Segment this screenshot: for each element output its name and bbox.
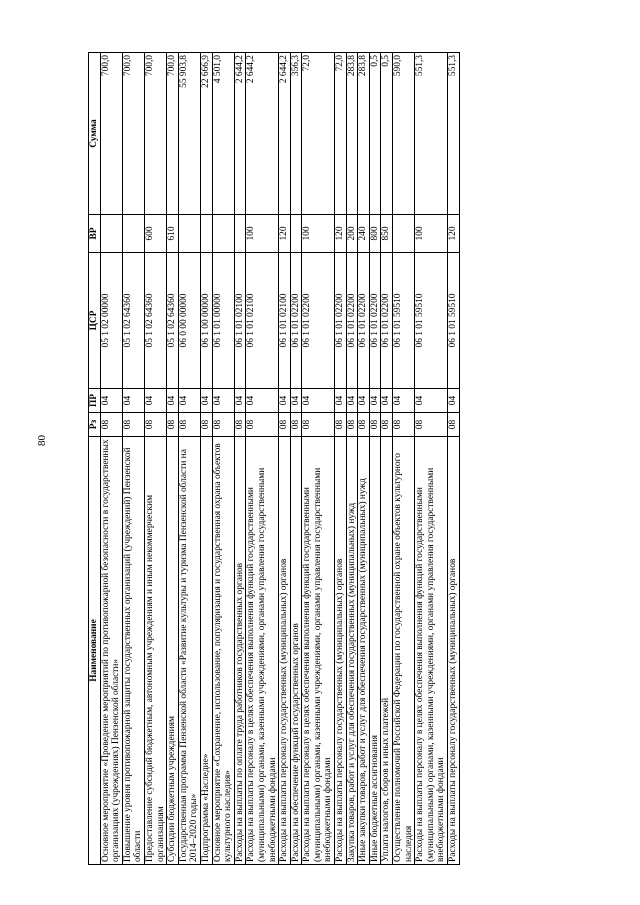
row-rz: 08 bbox=[279, 413, 291, 437]
row-vr bbox=[234, 215, 246, 253]
row-rz: 08 bbox=[178, 413, 200, 437]
row-sum: 283,8 bbox=[358, 53, 370, 215]
row-vr: 120 bbox=[279, 215, 291, 253]
row-pr: 04 bbox=[246, 389, 279, 413]
row-sum: 700,0 bbox=[100, 53, 122, 215]
row-pr: 04 bbox=[358, 389, 370, 413]
row-sum: 700,0 bbox=[167, 53, 179, 215]
row-pr: 04 bbox=[393, 389, 415, 413]
row-name: Государственная программа Пензенской области «Развитие культуры и туризма Пензенской области на 2014–2020 годы» bbox=[178, 437, 200, 865]
row-csr: 06 1 01 00000 bbox=[212, 253, 234, 389]
header-vr: ВР bbox=[89, 215, 101, 253]
row-rz: 08 bbox=[302, 413, 335, 437]
table-row bbox=[167, 53, 179, 865]
row-csr: 06 1 01 59510 bbox=[393, 253, 415, 389]
row-rz: 08 bbox=[358, 413, 370, 437]
budget-table bbox=[88, 52, 460, 865]
row-vr bbox=[212, 215, 234, 253]
row-pr: 04 bbox=[415, 389, 448, 413]
table-row bbox=[346, 53, 358, 865]
row-rz: 08 bbox=[335, 413, 347, 437]
row-csr: 06 1 01 02200 bbox=[346, 253, 358, 389]
row-sum: 551,3 bbox=[448, 53, 460, 215]
row-pr: 04 bbox=[234, 389, 246, 413]
row-vr: 850 bbox=[381, 215, 393, 253]
row-csr: 06 1 01 59510 bbox=[448, 253, 460, 389]
row-rz: 08 bbox=[448, 413, 460, 437]
row-pr: 04 bbox=[448, 389, 460, 413]
row-sum: 2 644,2 bbox=[246, 53, 279, 215]
row-rz: 08 bbox=[393, 413, 415, 437]
row-name: Повышение уровня противопожарной защиты государственных организаций (учреждений) Пензенской области bbox=[122, 437, 144, 865]
header-rz: Рз bbox=[89, 413, 101, 437]
row-csr: 06 1 01 59510 bbox=[415, 253, 448, 389]
row-rz: 08 bbox=[144, 413, 166, 437]
header-sum: Сумма bbox=[89, 53, 101, 215]
row-sum: 2 644,2 bbox=[234, 53, 246, 215]
row-csr: 06 1 01 02100 bbox=[234, 253, 246, 389]
row-csr: 05 1 02 64360 bbox=[167, 253, 179, 389]
table-body bbox=[100, 53, 459, 865]
page-number: 80 bbox=[36, 435, 48, 446]
row-vr: 120 bbox=[335, 215, 347, 253]
table-row bbox=[212, 53, 234, 865]
row-rz: 08 bbox=[212, 413, 234, 437]
row-csr: 05 1 02 64360 bbox=[122, 253, 144, 389]
table-header bbox=[89, 53, 101, 865]
row-pr: 04 bbox=[279, 389, 291, 413]
row-sum: 0,5 bbox=[369, 53, 381, 215]
row-sum: 72,0 bbox=[335, 53, 347, 215]
row-name: Иные закупки товаров, работ и услуг для обеспечения государственных (муниципальных) нужд bbox=[358, 437, 370, 865]
row-rz: 08 bbox=[381, 413, 393, 437]
row-sum: 2 644,2 bbox=[279, 53, 291, 215]
header-csr: ЦСР bbox=[89, 253, 101, 389]
row-vr bbox=[290, 215, 302, 253]
table-row bbox=[415, 53, 448, 865]
table-row bbox=[100, 53, 122, 865]
row-sum: 551,3 bbox=[415, 53, 448, 215]
row-vr: 200 bbox=[346, 215, 358, 253]
row-rz: 08 bbox=[415, 413, 448, 437]
row-csr: 05 1 02 64360 bbox=[144, 253, 166, 389]
row-vr: 100 bbox=[415, 215, 448, 253]
row-rz: 08 bbox=[369, 413, 381, 437]
row-sum: 700,0 bbox=[144, 53, 166, 215]
row-name: Иные бюджетные ассигнования bbox=[369, 437, 381, 865]
row-csr: 06 1 01 02200 bbox=[381, 253, 393, 389]
rotated-table-wrapper bbox=[88, 53, 460, 865]
row-pr: 04 bbox=[122, 389, 144, 413]
row-sum: 22 666,9 bbox=[200, 53, 212, 215]
row-csr: 05 1 02 00000 bbox=[100, 253, 122, 389]
table-row bbox=[302, 53, 335, 865]
row-name: Расходы на обеспечение функций государственных органов bbox=[290, 437, 302, 865]
table-row bbox=[279, 53, 291, 865]
row-csr: 06 1 01 02200 bbox=[358, 253, 370, 389]
header-row bbox=[89, 53, 101, 865]
row-rz: 08 bbox=[122, 413, 144, 437]
row-vr: 100 bbox=[246, 215, 279, 253]
row-rz: 08 bbox=[290, 413, 302, 437]
row-name: Расходы на выплаты персоналу государственных (муниципальных) органов bbox=[448, 437, 460, 865]
row-name: Расходы на выплаты персоналу в целях обеспечения выполнения функций государственными (муниципальными) органами, казенными учреждениями, органами управления государственными внебюджетными фондами bbox=[246, 437, 279, 865]
row-rz: 08 bbox=[100, 413, 122, 437]
row-pr: 04 bbox=[346, 389, 358, 413]
row-pr: 04 bbox=[381, 389, 393, 413]
row-vr bbox=[100, 215, 122, 253]
row-name: Предоставление субсидий бюджетным, автономным учреждениям и иным некоммерческим организациям bbox=[144, 437, 166, 865]
row-name: Уплата налогов, сборов и иных платежей bbox=[381, 437, 393, 865]
table-row bbox=[122, 53, 144, 865]
row-name: Осуществление полномочий Российской Федерации по государственной охране объектов культурного наследия bbox=[393, 437, 415, 865]
table-row bbox=[335, 53, 347, 865]
row-csr: 06 0 00 00000 bbox=[178, 253, 200, 389]
row-pr: 04 bbox=[302, 389, 335, 413]
row-sum: 4 501,0 bbox=[212, 53, 234, 215]
row-rz: 08 bbox=[167, 413, 179, 437]
row-name: Расходы на выплаты персоналу государственных (муниципальных) органов bbox=[279, 437, 291, 865]
row-vr: 120 bbox=[448, 215, 460, 253]
row-name: Основное мероприятие «Проведение мероприятий по противопожарной безопасности в государственных организациях (учреждениях) Пензенской области» bbox=[100, 437, 122, 865]
row-csr: 06 1 00 00000 bbox=[200, 253, 212, 389]
table-row bbox=[234, 53, 246, 865]
row-vr bbox=[200, 215, 212, 253]
row-pr: 04 bbox=[144, 389, 166, 413]
row-sum: 0,5 bbox=[381, 53, 393, 215]
row-sum: 283,8 bbox=[346, 53, 358, 215]
table-row bbox=[178, 53, 200, 865]
row-pr: 04 bbox=[212, 389, 234, 413]
row-vr: 610 bbox=[167, 215, 179, 253]
table-row bbox=[200, 53, 212, 865]
row-rz: 08 bbox=[246, 413, 279, 437]
row-vr: 600 bbox=[144, 215, 166, 253]
table-row bbox=[358, 53, 370, 865]
row-name: Субсидии бюджетным учреждениям bbox=[167, 437, 179, 865]
row-vr: 240 bbox=[358, 215, 370, 253]
row-vr: 800 bbox=[369, 215, 381, 253]
row-sum: 356,3 bbox=[290, 53, 302, 215]
row-rz: 08 bbox=[234, 413, 246, 437]
row-pr: 04 bbox=[335, 389, 347, 413]
table-row bbox=[246, 53, 279, 865]
row-csr: 06 1 01 02200 bbox=[302, 253, 335, 389]
row-vr bbox=[178, 215, 200, 253]
row-sum: 72,0 bbox=[302, 53, 335, 215]
row-name: Основное мероприятие «Сохранение, использование, популяризация и государственная охрана объектов культурного наследия» bbox=[212, 437, 234, 865]
row-vr bbox=[122, 215, 144, 253]
table-row bbox=[290, 53, 302, 865]
row-name: Расходы на выплаты персоналу государственных (муниципальных) органов bbox=[335, 437, 347, 865]
row-vr bbox=[393, 215, 415, 253]
row-csr: 06 1 01 02200 bbox=[369, 253, 381, 389]
table-row bbox=[144, 53, 166, 865]
row-sum: 700,0 bbox=[122, 53, 144, 215]
header-name: Наименование bbox=[89, 437, 101, 865]
row-rz: 08 bbox=[200, 413, 212, 437]
row-pr: 04 bbox=[100, 389, 122, 413]
row-pr: 04 bbox=[167, 389, 179, 413]
row-sum: 55 903,8 bbox=[178, 53, 200, 215]
row-pr: 04 bbox=[200, 389, 212, 413]
table-row bbox=[393, 53, 415, 865]
table-row bbox=[448, 53, 460, 865]
row-name: Расходы на выплаты персоналу в целях обеспечения выполнения функций государственными (муниципальными) органами, казенными учреждениями, органами управления государственными внебюджетными фондами bbox=[302, 437, 335, 865]
row-csr: 06 1 01 02100 bbox=[246, 253, 279, 389]
header-pr: ПР bbox=[89, 389, 101, 413]
row-vr: 100 bbox=[302, 215, 335, 253]
row-pr: 04 bbox=[369, 389, 381, 413]
row-name: Закупка товаров, работ и услуг для обеспечения государственных (муниципальных) нужд bbox=[346, 437, 358, 865]
row-pr: 04 bbox=[178, 389, 200, 413]
table-row bbox=[369, 53, 381, 865]
row-name: Расходы на выплаты по оплате труда работников государственных органов bbox=[234, 437, 246, 865]
row-name: Расходы на выплаты персоналу в целях обеспечения выполнения функций государственными (муниципальными) органами, казенными учреждениями, органами управления государственными внебюджетными фондами bbox=[415, 437, 448, 865]
row-csr: 06 1 01 02200 bbox=[335, 253, 347, 389]
row-pr: 04 bbox=[290, 389, 302, 413]
row-sum: 590,0 bbox=[393, 53, 415, 215]
row-name: Подпрограмма «Наследие» bbox=[200, 437, 212, 865]
row-csr: 06 1 01 02200 bbox=[290, 253, 302, 389]
table-row bbox=[381, 53, 393, 865]
row-csr: 06 1 01 02100 bbox=[279, 253, 291, 389]
row-rz: 08 bbox=[346, 413, 358, 437]
